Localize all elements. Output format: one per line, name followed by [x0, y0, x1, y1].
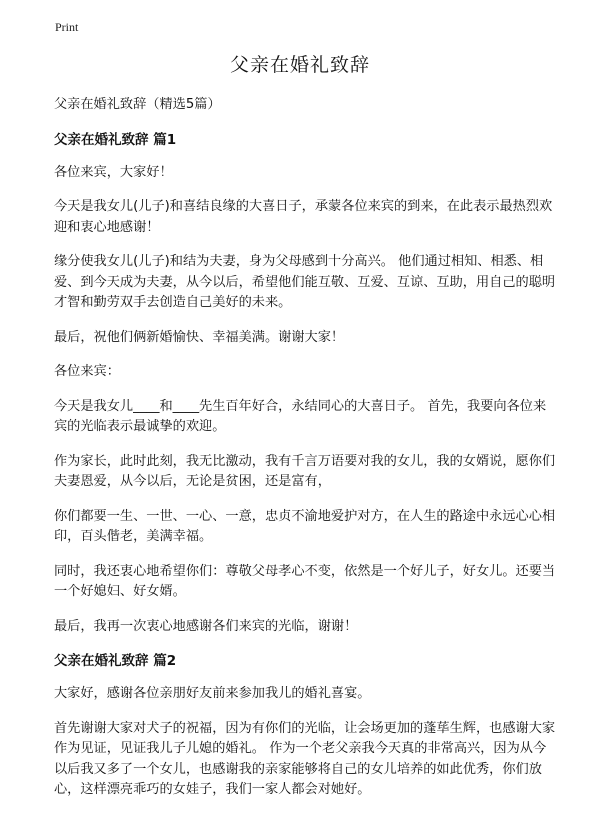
- document-body: [54, 95, 556, 815]
- paragraph: 首先谢谢大家对犬子的祝福，因为有你们的光临，让会场更加的蓬荜生辉，也感谢大家作为见证，见证我儿子儿媳的婚礼。 作为一个老父亲我今天真的非常高兴，因为从今以后我又多了一个女儿，也感谢我的亲家能够将自己的女儿培养的如此优秀，你们放心，这样漂亮乖巧的女娃子，我们一家人都会对她好。: [54, 720, 556, 797]
- paragraph: 大家好，感谢各位亲朋好友前来参加我儿的婚礼喜宴。: [54, 686, 371, 701]
- section-heading: 父亲在婚礼致辞 篇2: [54, 653, 177, 669]
- paragraph: 各位来宾：: [54, 364, 120, 379]
- document-subtitle: 父亲在婚礼致辞（精选5篇）: [54, 97, 221, 112]
- paragraph: 最后，祝他们俩新婚愉快、幸福美满。谢谢大家！: [54, 329, 345, 345]
- paragraph: 今天是我女儿(儿子)和喜结良缘的大喜日子，承蒙各位来宾的到来，在此表示最热烈欢迎和衷心地感谢！: [54, 199, 553, 235]
- print-link[interactable]: Print: [55, 20, 79, 34]
- page-title: 父亲在婚礼致辞: [229, 54, 370, 76]
- paragraph: 各位来宾，大家好！: [54, 164, 173, 180]
- paragraph: 你们都要一生、一世、一心、一意，忠贞不渝地爱护对方，在人生的路途中永远心心相印，百头偕老，美满幸福。: [54, 508, 556, 544]
- paragraph: 同时，我还衷心地希望你们：尊敬父母孝心不变，依然是一个好儿子，好女儿。还要当一个好媳妇、好女婿。: [54, 563, 556, 599]
- paragraph: 今天是我女儿____和____先生百年好合，永结同心的大喜日子。 首先，我要向各位来宾的光临表示最诚挚的欢迎。: [54, 398, 547, 434]
- paragraph: 作为家长，此时此刻，我无比激动，我有千言万语要对我的女儿，我的女婿说，愿你们夫妻恩爱，从今以后，无论是贫困，还是富有，: [54, 453, 556, 489]
- section-heading: 父亲在婚礼致辞 篇1: [54, 131, 177, 148]
- paragraph: 最后，我再一次衷心地感谢各们来宾的光临，谢谢！: [54, 618, 358, 634]
- paragraph: 缘分使我女儿(儿子)和结为夫妻，身为父母感到十分高兴。 他们通过相知、相悉、相爱、到今天成为夫妻，从今以后，希望他们能互敬、互爱、互谅、互助，用自己的聪明才智和勤劳双手去创造自己美好的未来。: [54, 254, 556, 310]
